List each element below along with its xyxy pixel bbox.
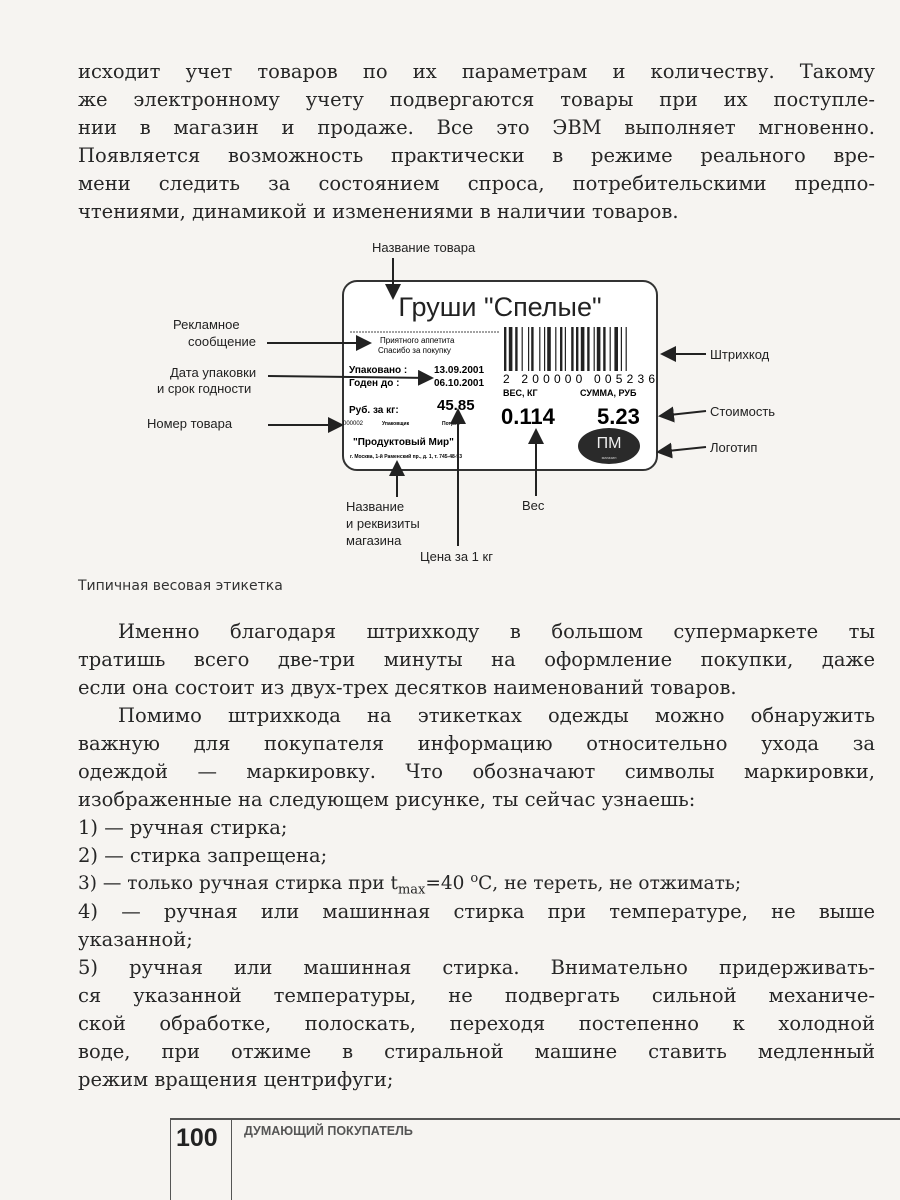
degree-sign: o (470, 870, 479, 886)
callout-item-number: Номер товара (147, 416, 233, 431)
expires-date: 06.10.2001 (434, 378, 485, 389)
callout-weight: Вес (522, 498, 545, 513)
text-line: мени следить за состоянием спроса, потребительскими предпо- (78, 172, 875, 195)
barcode-bar (509, 327, 513, 371)
barcode-bar (565, 327, 566, 371)
barcode-bar (522, 327, 523, 371)
running-title: ДУМАЮЩИЙ ПОКУПАТЕЛЬ (244, 1124, 413, 1138)
store-name: "Продуктовый Мир" (353, 437, 454, 448)
barcode-bar (528, 327, 529, 371)
callout-barcode: Штрихкод (710, 347, 770, 362)
sum-label: СУММА, РУБ (580, 388, 637, 398)
label-greeting-2: Спасибо за покупку (378, 346, 451, 355)
text-line: ся указанной температуры, не подвергать сильной механиче- (78, 984, 875, 1007)
barcode-number: 2 200000 005236 (503, 372, 655, 386)
barcode-bar (614, 327, 618, 371)
buyer-label: Потреб (442, 421, 460, 427)
figure-caption: Типичная весовая этикетка (78, 578, 283, 594)
top-paragraph (78, 58, 875, 226)
barcode-bar (621, 327, 622, 371)
footer-rule (170, 1118, 900, 1120)
text-line: ской обработке, полоскать, переходя постепенно к холодной (78, 1012, 875, 1035)
callout-product-name: Название товара (372, 240, 476, 255)
sum-value: 5.23 (597, 404, 640, 429)
packed-date: 13.09.2001 (434, 365, 485, 376)
callout-price-per-kg: Цена за 1 кг (420, 549, 493, 564)
callout-logo: Логотип (710, 440, 758, 455)
store-address: г. Москва, 1-й Раменский пр., д. 1, т. 745-48-93 (350, 454, 462, 460)
text-line: 4) — ручная или машинная стирка при температуре, не выше (78, 900, 875, 923)
text-line: 1) — ручная стирка; (78, 816, 288, 839)
callout-ad-message: Рекламное (173, 317, 240, 332)
barcode-bar (544, 327, 545, 371)
subscript-max: max (397, 882, 426, 898)
barcode-bar (576, 327, 578, 371)
callout-pack-date: Дата упаковки (170, 365, 257, 380)
logo-subtext: магазин (601, 455, 617, 460)
text-line: Именно благодаря штрихкоду в большом супермаркете ты (118, 620, 875, 643)
text-segment: =40 (425, 873, 471, 894)
label-title: Груши "Спелые" (398, 292, 602, 322)
price-value: 45.85 (437, 397, 475, 414)
barcode-bar (626, 327, 627, 371)
text-line (78, 870, 875, 898)
text-segment: 3) — только ручная стирка при t (78, 873, 398, 894)
item-number: 000002 (343, 421, 364, 427)
callout-pack-date-2: и срок годности (157, 381, 252, 396)
weight-label-figure (0, 230, 900, 570)
barcode-bar (539, 327, 540, 371)
text-line: нии в магазин и продаже. Все это ЭВМ выполняет мгновенно. (78, 116, 875, 139)
footer-divider (231, 1120, 232, 1200)
callout-store-2: и реквизиты (346, 516, 420, 531)
text-line: же электронному учету подвергаются товары при их поступле- (78, 88, 875, 111)
callout-ad-message-2: сообщение (188, 334, 257, 349)
barcode-bar (547, 327, 551, 371)
price-label: Руб. за кг: (349, 405, 399, 416)
text-line: 2) — стирка запрещена; (78, 844, 328, 867)
text-line: одеждой — маркировку. Что обозначают символы маркировки, (78, 760, 875, 783)
callout-store-3: магазина (346, 533, 402, 548)
text-line: Помимо штрихкода на этикетках одежды можно обнаружить (118, 704, 875, 727)
footer-divider (170, 1120, 171, 1200)
packer-label: Упаковщик (382, 421, 410, 427)
text-line: режим вращения центрифуги; (78, 1068, 394, 1091)
barcode-bar (603, 327, 605, 371)
text-line: Появляется возможность практически в режиме реального вре- (78, 144, 875, 167)
text-line: указанной; (78, 928, 193, 951)
barcode-bar (531, 327, 533, 371)
expires-label: Годен до : (349, 378, 400, 389)
page-number: 100 (176, 1124, 218, 1152)
barcode-bar (610, 327, 611, 371)
text-line: воде, при отжиме в стиральной машине ставить медленный (78, 1040, 875, 1063)
callout-store: Название (346, 499, 405, 514)
packed-label: Упаковано : (349, 365, 408, 376)
text-line: изображенные на следующем рисунке, ты сейчас узнаешь: (78, 788, 696, 811)
barcode-bar (594, 327, 595, 371)
barcode-bar (555, 327, 556, 371)
text-line: важную для покупателя информацию относительно ухода за (78, 732, 875, 755)
text-line: если она состоит из двух-трех десятков наименований товаров. (78, 676, 737, 699)
weight-label: ВЕС, КГ (503, 388, 538, 398)
text-segment: С, не тереть, не отжимать; (478, 873, 742, 894)
label-greeting-1: Приятного аппетита (380, 336, 455, 345)
logo-text: ПМ (596, 435, 622, 452)
barcode-bar (587, 327, 589, 371)
text-line: 5) ручная или машинная стирка. Внимательно придерживать- (78, 956, 875, 979)
bottom-paragraph (78, 618, 875, 1094)
text-line: тратишь всего две-три минуты на оформление покупки, даже (78, 648, 875, 671)
text-line: чтениями, динамикой и изменениями в наличии товаров. (78, 200, 679, 223)
barcode-bar (515, 327, 517, 371)
barcode-bar (504, 327, 506, 371)
barcode-bar (597, 327, 601, 371)
callout-cost: Стоимость (710, 404, 776, 419)
barcode-bar (560, 327, 562, 371)
text-line: исходит учет товаров по их параметрам и количеству. Такому (78, 60, 875, 83)
weight-value: 0.114 (501, 404, 555, 429)
barcode-bar (571, 327, 573, 371)
barcode-bar (581, 327, 585, 371)
